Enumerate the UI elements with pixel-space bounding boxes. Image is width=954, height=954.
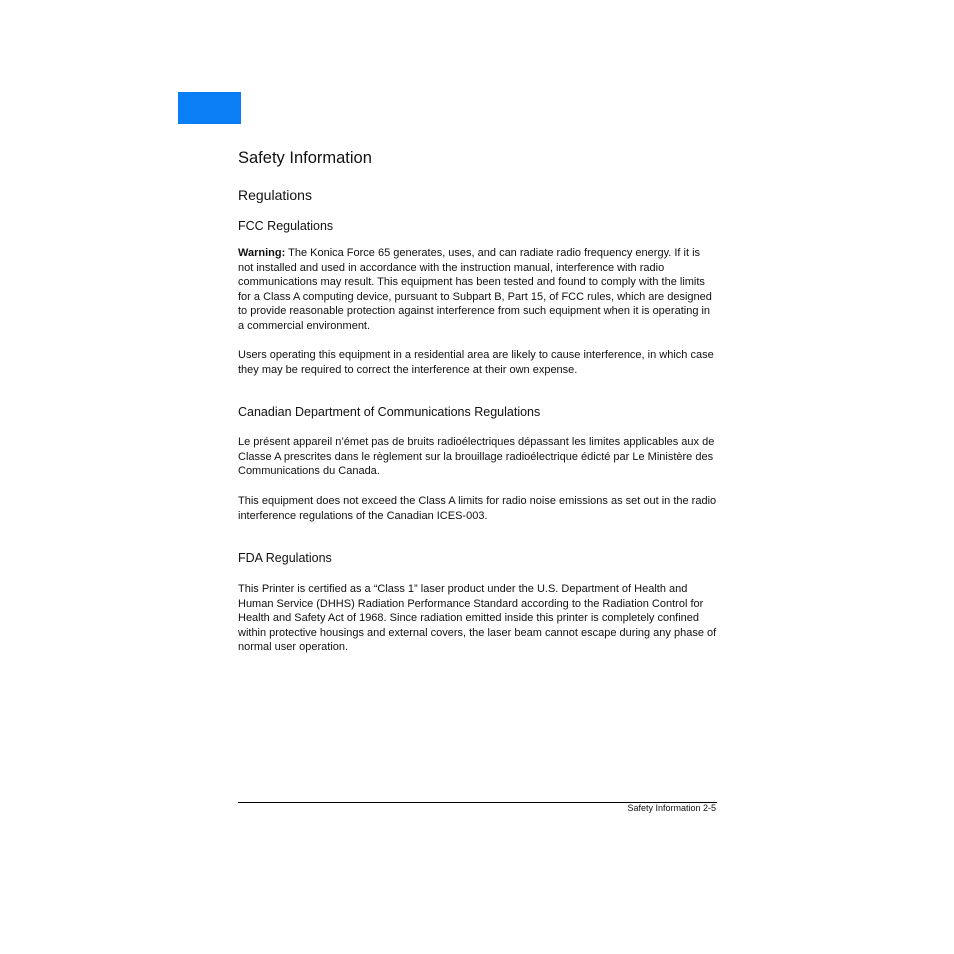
- warning-text: The Konica Force 65 generates, uses, and can radiate radio frequency energy. If it is not installed and used in accordance with the instruction manual, interference with radio communications may result. This equipment has been tested and found to comply with the limits for a Class A computing device, pursuant to Subpart B, Part 15, of FCC rules, which are designed to provide reasonable protection against interference from such equipment when it is operating in a commercial environment.: [238, 247, 712, 332]
- canadian-english-paragraph: This equipment does not exceed the Class A limits for radio noise emissions as set out in the radio interference regulations of the Canadian ICES-003.: [238, 495, 717, 522]
- fcc-residential-paragraph: Users operating this equipment in a residential area are likely to cause interference, in which case they may be required to correct the interference at their own expense.: [238, 349, 714, 376]
- heading-fcc-regulations: FCC Regulations: [238, 219, 334, 233]
- heading-canadian-regulations: Canadian Department of Communications Regulations: [238, 405, 541, 419]
- heading-fda-regulations: FDA Regulations: [238, 551, 332, 565]
- warning-label: Warning:: [238, 247, 286, 259]
- footer-page-label: Safety Information 2-5: [627, 803, 716, 813]
- section-heading-regulations: Regulations: [238, 187, 312, 203]
- chapter-tab-marker: [178, 92, 241, 124]
- fda-paragraph: This Printer is certified as a “Class 1” laser product under the U.S. Department of Health and Human Service (DHHS) Radiation Performance Standard according to the Radiation Control for Health and Safety Act of 1968. Since radiation emitted inside this printer is completely confined within protective housings and external covers, the laser beam cannot escape during any phase of normal user operation.: [238, 583, 717, 654]
- canadian-french-paragraph: Le présent appareil n’émet pas de bruits radioélectriques dépassant les limites applicables aux de Classe A prescrites dans le règlement sur la brouillage radioélectrique édicté par Le Ministère des Communications du Canada.: [238, 436, 715, 478]
- page-title: Safety Information: [238, 149, 372, 167]
- fcc-warning-paragraph: [238, 246, 718, 334]
